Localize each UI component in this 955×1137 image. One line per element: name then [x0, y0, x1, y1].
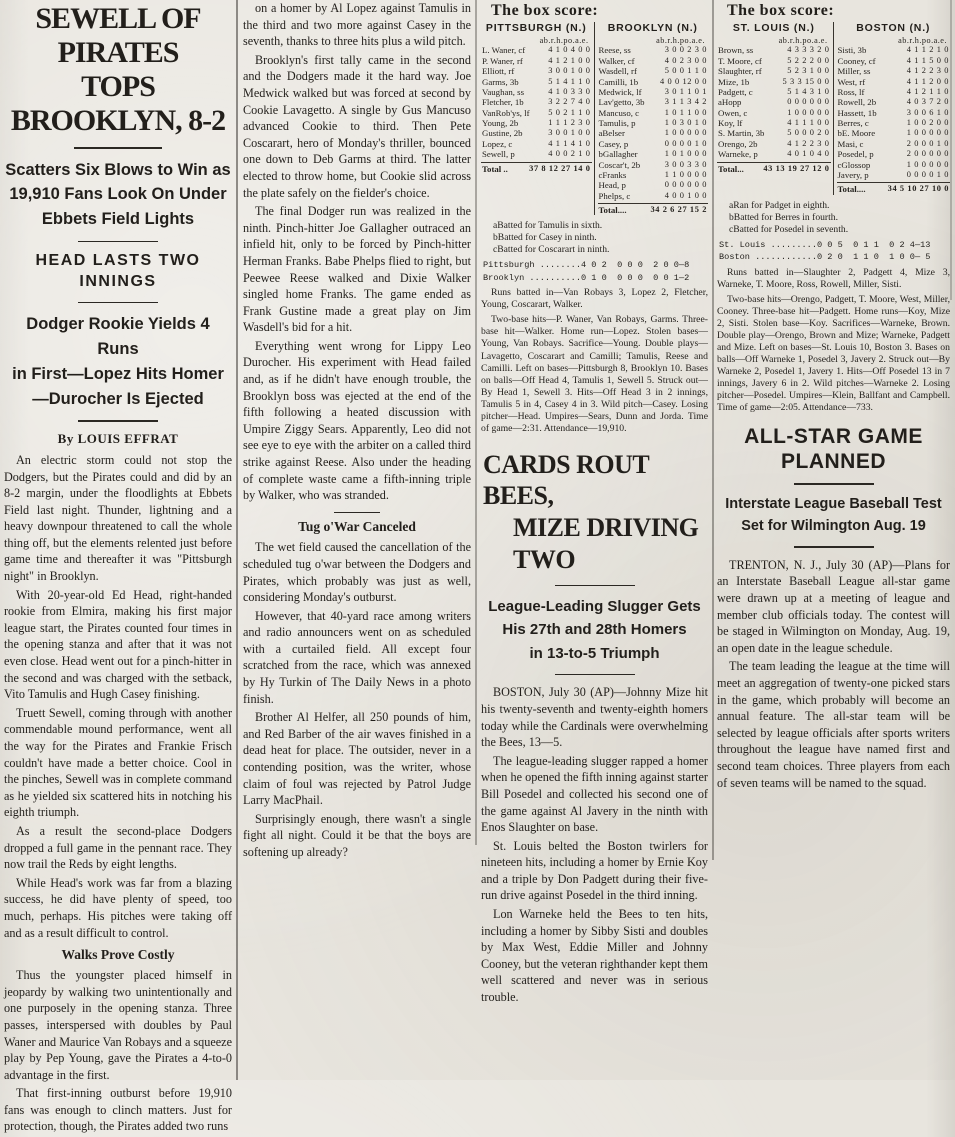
paragraph: on a homer by Al Lopez against Tamulis in the third and two more against Casey in the seventh, thanks to three hits plus a wild pitch.: [243, 1, 471, 49]
divider-rule: [74, 147, 162, 149]
boxscore1-pittsburgh: [481, 22, 595, 215]
player-stats: 5 0 0 1 1 0: [664, 66, 707, 76]
cards-deck: [481, 595, 708, 665]
player-name: Slaughter, rf: [718, 66, 762, 77]
boxscore2-boston: [834, 22, 951, 195]
player-stats: 1 1 1 2 3 0: [548, 118, 591, 128]
paragraph: St. Louis belted the Boston twirlers for nineteen hits, including a homer by Ernie Koy and a triple by Don Padgett during their five-run drive against Posedel in the third inning.: [481, 838, 708, 903]
total-stats: 37 8 12 27 14 0: [529, 163, 591, 173]
player-stats: 5 1 4 3 1 0: [787, 86, 830, 96]
player-name: Coscar't, 2b: [598, 159, 641, 170]
player-stats: 4 1 1 2 1 0: [906, 45, 949, 55]
player-row: [837, 149, 951, 159]
player-stats: 4 1 1 4 1 0: [548, 138, 591, 148]
byline: By LOUIS EFFRAT: [57, 430, 179, 446]
paragraph: While Head's work was far from a blazing success, he did have plenty of speed, too much, perhaps. His pitches were taking off and as a result difficult to control.: [4, 875, 232, 940]
player-stats: 0 0 0 0 0 0: [664, 180, 707, 190]
linescore-line: Boston ............0 2 0 1 1 0 1 0 0— 5: [719, 252, 931, 263]
player-stats: 3 0 0 6 1 0: [906, 107, 949, 117]
player-name: Berres, c: [837, 118, 869, 129]
column-divider: [475, 0, 477, 845]
player-stats: 5 0 0 0 2 0: [787, 128, 830, 138]
player-stats: 1 0 1 0 0 0: [664, 149, 707, 159]
player-name: aBelser: [598, 128, 625, 139]
player-stats: 4 1 2 1 1 0: [906, 86, 949, 96]
player-name: Walker, cf: [598, 55, 635, 66]
player-row: [481, 87, 592, 97]
player-name: bGallagher: [598, 149, 638, 160]
player-stats: 2 0 0 0 1 0: [906, 138, 949, 148]
cards-headline: [481, 449, 708, 576]
boxscore2-stlouis: [717, 22, 834, 195]
note-line: bBatted for Berres in fourth.: [729, 211, 838, 223]
player-stats: 0 0 0 0 1 0: [906, 169, 949, 179]
player-row: [717, 45, 831, 55]
divider-rule: [78, 241, 158, 243]
divider-rule: [555, 674, 635, 676]
player-row: [717, 128, 831, 138]
player-stats: 1 0 1 1 0 0: [664, 107, 707, 117]
player-row: [598, 87, 709, 97]
player-name: Young, 2b: [482, 118, 519, 129]
player-stats: 1 0 0 0 0 0: [906, 159, 949, 169]
player-name: Lopez, c: [482, 138, 513, 149]
player-name: Lav'getto, 3b: [598, 97, 645, 108]
boxscore2-summary: [717, 267, 950, 414]
player-row: [837, 97, 951, 107]
continuation-body: [243, 0, 471, 504]
paragraph: The final Dodger run was realized in the ninth. Pinch-hitter Joe Gallagher outraced an infield hit, only to be forced by Pinch-hitter Herman Franks. Babe Phelps flied to right, but Peewee Reese walked and Dixie Walker singled home Franks. The game ended as Frank Gustine made a great play on Jim Wasdell's bid for a hit.: [243, 204, 471, 335]
deck-line: 19,910 Fans Look On Under: [9, 185, 227, 204]
deck-line: Dodger Rookie Yields 4 Runs: [26, 315, 210, 359]
team-name: ST. LOUIS (N.): [732, 22, 815, 34]
player-row: [598, 170, 709, 180]
linescore-line: Pittsburgh ........4 0 2 0 0 0 2 0 0—8: [483, 260, 690, 271]
player-name: L. Waner, cf: [482, 45, 526, 56]
player-stats: 4 0 3 7 2 0: [906, 97, 949, 107]
player-name: cGlossop: [837, 159, 871, 170]
lead-deck: [4, 158, 232, 232]
player-name: Wasdell, rf: [598, 66, 637, 77]
team-name: BROOKLYN (N.): [607, 22, 698, 34]
lead-subdeck: HEAD LASTS TWO INNINGS: [35, 252, 201, 291]
linescore-line: St. Louis .........0 0 5 0 1 1 0 2 4—13: [719, 239, 931, 250]
player-stats: 3 0 0 1 0 0: [548, 128, 591, 138]
player-row: [717, 149, 831, 159]
player-name: Tamulis, p: [598, 118, 636, 129]
player-stats: 5 1 4 1 1 0: [548, 76, 591, 86]
player-name: T. Moore, cf: [718, 55, 762, 66]
player-row: [717, 97, 831, 107]
lead-headline-line2: TOPS BROOKLYN, 8-2: [10, 69, 226, 137]
player-name: bE. Moore: [837, 128, 876, 139]
boxscore2-title: The box score:: [727, 2, 835, 19]
player-row: [598, 149, 709, 159]
player-stats: 3 1 1 3 4 2: [664, 97, 707, 107]
player-name: Camilli, 1b: [598, 76, 639, 87]
player-stats: 4 1 2 2 3 0: [787, 138, 830, 148]
lead-headline: [4, 2, 232, 138]
divider-rule: [78, 420, 158, 422]
player-row: [598, 108, 709, 118]
boxscore1-summary: [481, 287, 708, 434]
deck-line: in 13-to-5 Triumph: [529, 644, 660, 662]
player-stats: 4 0 0 1 0 0: [664, 190, 707, 200]
player-row: [481, 108, 592, 118]
note-line: aBatted for Tamulis in sixth.: [493, 220, 603, 232]
player-row: [598, 66, 709, 76]
paragraph: BOSTON, July 30 (AP)—Johnny Mize hit his twenty-seventh and twenty-eighth homers today while the Cardinals were overwhelming the Bees, 13—5.: [481, 685, 708, 750]
team-total-row: [837, 182, 951, 194]
player-stats: 4 1 2 1 0 0: [548, 55, 591, 65]
player-row: [481, 118, 592, 128]
player-stats: 4 0 0 2 1 0: [548, 149, 591, 159]
player-row: [837, 139, 951, 149]
paragraph: Lon Warneke held the Bees to ten hits, including a homer by Sibby Sisti and doubles by Max West, Eddie Miller and Johnny Cooney, but the veteran righthander kept them well scattered and never was in serious trouble.: [481, 907, 708, 1005]
player-row: [837, 128, 951, 138]
player-name: Casey, p: [598, 138, 629, 149]
player-name: Mancuso, c: [598, 107, 640, 118]
player-row: [598, 180, 709, 190]
player-stats: 3 0 0 1 0 0: [548, 66, 591, 76]
player-name: Orengo, 2b: [718, 138, 758, 149]
boxscore1-brooklyn: [595, 22, 709, 215]
lead-headline-line1: SEWELL OF PIRATES: [35, 2, 201, 69]
team-name: PITTSBURGH (N.): [485, 22, 587, 34]
boxscore2-allstar-column: [717, 0, 950, 793]
stat-header: ab.r.h.po.a.e.: [898, 35, 947, 45]
player-rows: [717, 45, 831, 159]
player-row: [598, 160, 709, 170]
paragraph: Brooklyn's first tally came in the second and the Dodgers made it the hard way. Joe Medwick walked but was forced at second by Cookie Lavagetto. A single by Gus Mancuso advanced Cookie to third. Then Pete Coscarart, hero of Monday's thriller, bounced one down to Deb Garms at third. The latter elected to throw home, but Cookie slid across the plate safely on the fielder's choice.: [243, 52, 471, 200]
team-total-row: [481, 162, 592, 174]
paragraph: The wet field caused the cancellation of the scheduled tug o'war between the Dodgers and Pirates, which probably was just as well, considering Monday's outburst.: [243, 540, 471, 605]
player-row: [837, 66, 951, 76]
player-row: [598, 97, 709, 107]
paragraph: Everything went wrong for Lippy Leo Durocher. His experiment with Head failed and, as if he didn't have enough trouble, the Brooklyn boss was ejected at the end of the fifth following a heated discussion with Umpire Ziggy Sears. Apparently, Leo did not see eye to eye with the arbiter on a called third strike against Reese. Also under the heading of complete waste came a fifth-inning triple by Walker, who was stranded.: [243, 338, 471, 503]
player-stats: 4 1 0 3 3 0: [548, 86, 591, 96]
deck-line: League-Leading Slugger Gets: [488, 598, 701, 616]
player-stats: 1 0 3 0 1 0: [664, 118, 707, 128]
divider-rule: [334, 512, 380, 514]
paragraph: That first-inning outburst before 19,910 fans was enough to clinch matters. Just for protection, though, the Pirates added two runs: [4, 1086, 232, 1134]
cards-headline-line1: CARDS ROUT BEES,: [483, 449, 649, 511]
player-row: [598, 77, 709, 87]
subhead-tug-o-war: Tug o'War Canceled: [298, 519, 416, 535]
boxscore1-notes: [493, 220, 708, 256]
player-row: [598, 191, 709, 201]
total-stats: 34 2 6 27 15 2: [650, 205, 707, 215]
total-label: Total....: [837, 184, 866, 195]
total-stats: 34 5 10 27 10 0: [887, 184, 949, 194]
deck-line: Ebbets Field Lights: [41, 210, 195, 229]
paragraph: Thus the youngster placed himself in jeopardy by walking two unintentionally and one purposely in the opening stanza. Three passes, interspersed with doubles by Paul Waner and Maurice Van Robays and a squeeze play by Pep Young, gave the Pirates a 4-to-0 advantage in the first.: [4, 968, 232, 1082]
deck-line: in First—Lopez Hits Homer: [12, 364, 224, 383]
player-name: Head, p: [598, 180, 626, 191]
player-name: Vaughan, ss: [482, 86, 525, 97]
allstar-deck: [717, 494, 950, 538]
boxscore1-title: The box score:: [491, 2, 599, 19]
paragraph: However, that 40-yard race among writers and radio announcers went on as scheduled with a curtailed field. All except four scratched from the race, which was annexed by Hy Turkin of The Daily News in a photo finish.: [243, 608, 471, 706]
player-row: [481, 97, 592, 107]
summary-paragraph: Two-base hits—Orengo, Padgett, T. Moore, West, Miller, Cooney. Three-base hit—Padgett. Home runs—Koy, Mize 2, Sisti. Stolen base—Koy. Sacrifices—Warneke, Brown. Double play—Orengo, Brown and Mize; Warneke, Padgett and Mize. Left on bases—St. Louis 10, Boston 3. Bases on balls—Off Warneke 1, Posedel 3, Javery 2. Struck out—By Warneke 2, Posedel 1, Javery 1. Hits—Off Posedel 13 in 7 innings, Javery 6 in 2. Wild pitches—Warneke 2. Losing pitcher—Posedel. Umpires—Klein, Ballfant and Campbell. Time of game—2:05. Attendance—733.: [717, 293, 950, 413]
player-stats: 3 0 0 2 3 0: [664, 45, 707, 55]
column-divider: [712, 0, 714, 860]
player-stats: 2 0 0 0 0 0: [906, 149, 949, 159]
team-name: BOSTON (N.): [856, 22, 931, 34]
continuation-body-2: [243, 539, 471, 860]
player-row: [481, 45, 592, 55]
player-stats: 4 0 1 0 4 0: [787, 149, 830, 159]
player-name: Sisti, 3b: [837, 45, 867, 56]
team-total-row: [717, 162, 831, 174]
player-name: cFranks: [598, 169, 627, 180]
player-row: [598, 139, 709, 149]
player-row: [598, 128, 709, 138]
player-name: Miller, ss: [837, 66, 871, 77]
player-stats: 0 0 0 0 1 0: [664, 138, 707, 148]
player-rows: [837, 45, 951, 180]
player-row: [598, 56, 709, 66]
note-line: cBatted for Posedel in seventh.: [729, 223, 849, 235]
stat-header: ab.r.h.po.a.e.: [539, 35, 589, 45]
player-row: [837, 160, 951, 170]
player-stats: 3 0 0 3 3 0: [664, 159, 707, 169]
deck-line: Set for Wilmington Aug. 19: [741, 517, 926, 534]
player-stats: 3 0 1 1 0 1: [664, 86, 707, 96]
player-stats: 5 3 3 15 0 0: [782, 76, 830, 86]
divider-rule: [78, 302, 158, 304]
deck-line: His 27th and 28th Homers: [502, 621, 687, 639]
player-name: West, rf: [837, 76, 866, 87]
player-row: [717, 139, 831, 149]
player-name: Ross, lf: [837, 86, 865, 97]
player-stats: 4 1 1 5 0 0: [906, 55, 949, 65]
player-name: Elliott, rf: [482, 66, 515, 77]
player-name: Warneke, p: [718, 149, 758, 160]
lead-body: [4, 452, 232, 941]
boxscore2-table: [717, 22, 950, 195]
player-name: aHopp: [718, 97, 742, 108]
cards-headline-line2: MIZE DRIVING TWO: [513, 513, 699, 574]
boxscore1-cards-column: [481, 0, 708, 1008]
player-rows: [598, 45, 709, 201]
player-stats: 1 0 0 2 0 0: [906, 118, 949, 128]
deck-line: Interstate League Baseball Test: [725, 495, 942, 512]
player-name: Gustine, 2b: [482, 128, 523, 139]
player-stats: 4 1 1 2 0 0: [906, 76, 949, 86]
cards-body: [481, 684, 708, 1005]
summary-paragraph: Two-base hits—P. Waner, Van Robays, Garms. Three-base hit—Walker. Home run—Lopez. Stolen bases—Young, Van Robays. Sacrifice—Young. Double plays—Lavagetto, Coscarart and Camilli; Tamulis, Reese and Camilli. Left on bases—Pittsburgh 8, Brooklyn 10. Bases on balls—Off Head 4, Tamulis 1, Sewell 5. Struck out—By Head 1, Sewell 3. Hits—Off Head 3 in 2 innings, Tamulis 5 in 4, Casey 4 in 3. Wild pitch—Casey. Losing pitcher—Head. Umpires—Sears, Dunn and Jorda. Time of game—2:31. Attendance—19,910.: [481, 314, 708, 434]
player-name: Masi, c: [837, 138, 864, 149]
allstar-body: [717, 557, 950, 791]
player-row: [598, 45, 709, 55]
player-stats: 5 2 3 1 0 0: [787, 66, 830, 76]
page-edge-mark: [950, 0, 952, 300]
player-name: Koy, lf: [718, 118, 743, 129]
player-stats: 4 1 1 1 0 0: [787, 118, 830, 128]
boxscore2-notes: [729, 200, 950, 236]
player-name: Mize, 1b: [718, 76, 750, 87]
column-divider: [236, 0, 238, 1080]
player-stats: 4 1 0 4 0 0: [548, 45, 591, 55]
player-row: [837, 77, 951, 87]
deck-line: Scatters Six Blows to Win as: [5, 160, 231, 179]
player-stats: 0 0 0 0 0 0: [787, 97, 830, 107]
player-row: [481, 66, 592, 76]
player-stats: 1 1 0 0 0 0: [664, 169, 707, 179]
summary-paragraph: Runs batted in—Van Robays 3, Lopez 2, Fletcher, Young, Coscarart, Walker.: [481, 287, 708, 311]
player-name: S. Martin, 3b: [718, 128, 765, 139]
player-name: Hassett, 1b: [837, 107, 877, 118]
player-row: [837, 56, 951, 66]
note-line: bBatted for Casey in ninth.: [493, 232, 597, 244]
player-row: [481, 149, 592, 159]
paragraph: An electric storm could not stop the Dodgers, but the Pirates could and did by an 8-2 margin, under the floodlights at Ebbets Field last night. Thunder, lightning and a heavy downpour threatened to call the whole thing off, but the elements relented just before game time and thereafter it was "Pittsburgh night" in Brooklyn.: [4, 452, 232, 584]
total-label: Total....: [598, 205, 627, 216]
deck-line: —Durocher Is Ejected: [32, 389, 204, 408]
player-row: [717, 118, 831, 128]
player-row: [837, 170, 951, 180]
divider-rule: [794, 546, 874, 548]
lead-body-2: [4, 967, 232, 1135]
paragraph: Brother Al Helfer, all 250 pounds of him, and Red Barber of the air waves finished in a dead heat for place. The outsider, never in a contending position, was the writer, whose claim of foul was rejected by Patrol Judge Larry MacPhail.: [243, 710, 471, 808]
subhead-walks-prove-costly: Walks Prove Costly: [61, 947, 175, 963]
paragraph: Surprisingly enough, there wasn't a single fight all night. Could it be that the boys are softening up already?: [243, 811, 471, 859]
total-label: Total ..: [482, 163, 508, 174]
player-stats: 4 1 2 2 3 0: [906, 66, 949, 76]
player-row: [481, 77, 592, 87]
linescore-line: Brooklyn ..........0 1 0 0 0 0 0 0 1—2: [483, 272, 690, 283]
player-name: Reese, ss: [598, 45, 631, 56]
player-row: [837, 108, 951, 118]
player-name: Rowell, 2b: [837, 97, 877, 108]
note-line: cBatted for Coscarart in ninth.: [493, 244, 610, 256]
team-total-row: [598, 203, 709, 215]
player-stats: 4 0 0 12 0 0: [660, 76, 707, 86]
player-stats: 4 0 2 3 0 0: [664, 55, 707, 65]
boxscore1-linescore: [481, 259, 708, 284]
player-row: [717, 56, 831, 66]
player-name: Sewell, p: [482, 149, 515, 160]
player-name: Phelps, c: [598, 190, 631, 201]
divider-rule: [794, 483, 874, 485]
lead-deck-3: [4, 312, 232, 411]
paragraph: Truett Sewell, coming through with another commendable mound performance, went all the way for the Pirates and Frankie Frisch couldn't have made a better choice. Cool in the pinches, Sewell was in complete command as he yielded six scattered hits in notching his eighth triumph.: [4, 705, 232, 820]
boxscore2-linescore: [717, 239, 950, 264]
player-row: [717, 108, 831, 118]
paragraph: TRENTON, N. J., July 30 (AP)—Plans for an Interstate Baseball League all-star game were drawn up at a meeting of league and member club officials today. The contest will be staged in Wilmington on Monday, Aug. 19, an open date in the league schedule.: [717, 557, 950, 655]
total-label: Total...: [718, 163, 744, 174]
boxscore1-table: [481, 22, 708, 215]
player-name: Medwick, lf: [598, 86, 642, 97]
player-name: P. Waner, rf: [482, 55, 523, 66]
player-row: [481, 139, 592, 149]
player-stats: 5 0 2 1 1 0: [548, 107, 591, 117]
player-row: [717, 66, 831, 76]
player-name: Javery, p: [837, 169, 869, 180]
divider-rule: [555, 585, 635, 587]
paragraph: The team leading the league at the time will meet an aggregation of twenty-one picked stars in the game, which probably will become an annual feature. The all-star team will be selected by league officials after sports writers throughout the league have named first and second team choices. Three players from each of seven teams will be named to the squad.: [717, 659, 950, 790]
allstar-headline: ALL-STAR GAME PLANNED: [744, 424, 923, 474]
player-row: [837, 87, 951, 97]
player-stats: 1 0 0 0 0 0: [664, 128, 707, 138]
player-stats: 3 2 2 7 4 0: [548, 97, 591, 107]
player-row: [837, 45, 951, 55]
player-name: Brown, ss: [718, 45, 754, 56]
player-name: Posedel, p: [837, 149, 874, 160]
note-line: aRan for Padget in eighth.: [729, 199, 830, 211]
stat-header: ab.r.h.po.a.e.: [778, 35, 828, 45]
player-name: Fletcher, 1b: [482, 97, 524, 108]
player-stats: 4 3 3 3 2 0: [787, 45, 830, 55]
paragraph: With 20-year-old Ed Head, right-handed rookie from Elmira, making his first major league start, the Pirates counted four times in the opening stanza and after that it was not even close. Head went out for a pinch-hitter in the second and was charged with the setback, Vito Tamulis and Hugh Casey finishing.: [4, 587, 232, 702]
player-row: [717, 87, 831, 97]
player-name: Owen, c: [718, 107, 748, 118]
player-row: [481, 56, 592, 66]
player-row: [837, 118, 951, 128]
player-row: [717, 77, 831, 87]
paragraph: The league-leading slugger rapped a homer when he opened the fifth inning against starter Bill Posedel and collected his second one of the game against Al Javery in the ninth with Enos Slaughter on base.: [481, 753, 708, 835]
player-name: Cooney, cf: [837, 55, 876, 66]
stat-header: ab.r.h.po.a.e.: [656, 35, 705, 45]
player-name: Padgett, c: [718, 86, 753, 97]
lead-story-column: [4, 0, 232, 1137]
player-row: [481, 128, 592, 138]
total-stats: 43 13 19 27 12 0: [763, 163, 830, 173]
summary-paragraph: Runs batted in—Slaughter 2, Padgett 4, Mize 3, Warneke, T. Moore, Ross, Rowell, Miller, Sisti.: [717, 266, 950, 290]
player-stats: 1 0 0 0 0 0: [906, 128, 949, 138]
player-stats: 1 0 0 0 0 0: [787, 107, 830, 117]
player-rows: [481, 45, 592, 159]
player-stats: 5 2 2 2 0 0: [787, 55, 830, 65]
player-name: Garms, 3b: [482, 76, 519, 87]
continuation-column: [243, 0, 471, 863]
player-row: [598, 118, 709, 128]
player-name: VanRob'ys, lf: [482, 107, 530, 118]
paragraph: As a result the second-place Dodgers dropped a full game in the pennant race. They now trail the Reds by eight lengths.: [4, 823, 232, 872]
